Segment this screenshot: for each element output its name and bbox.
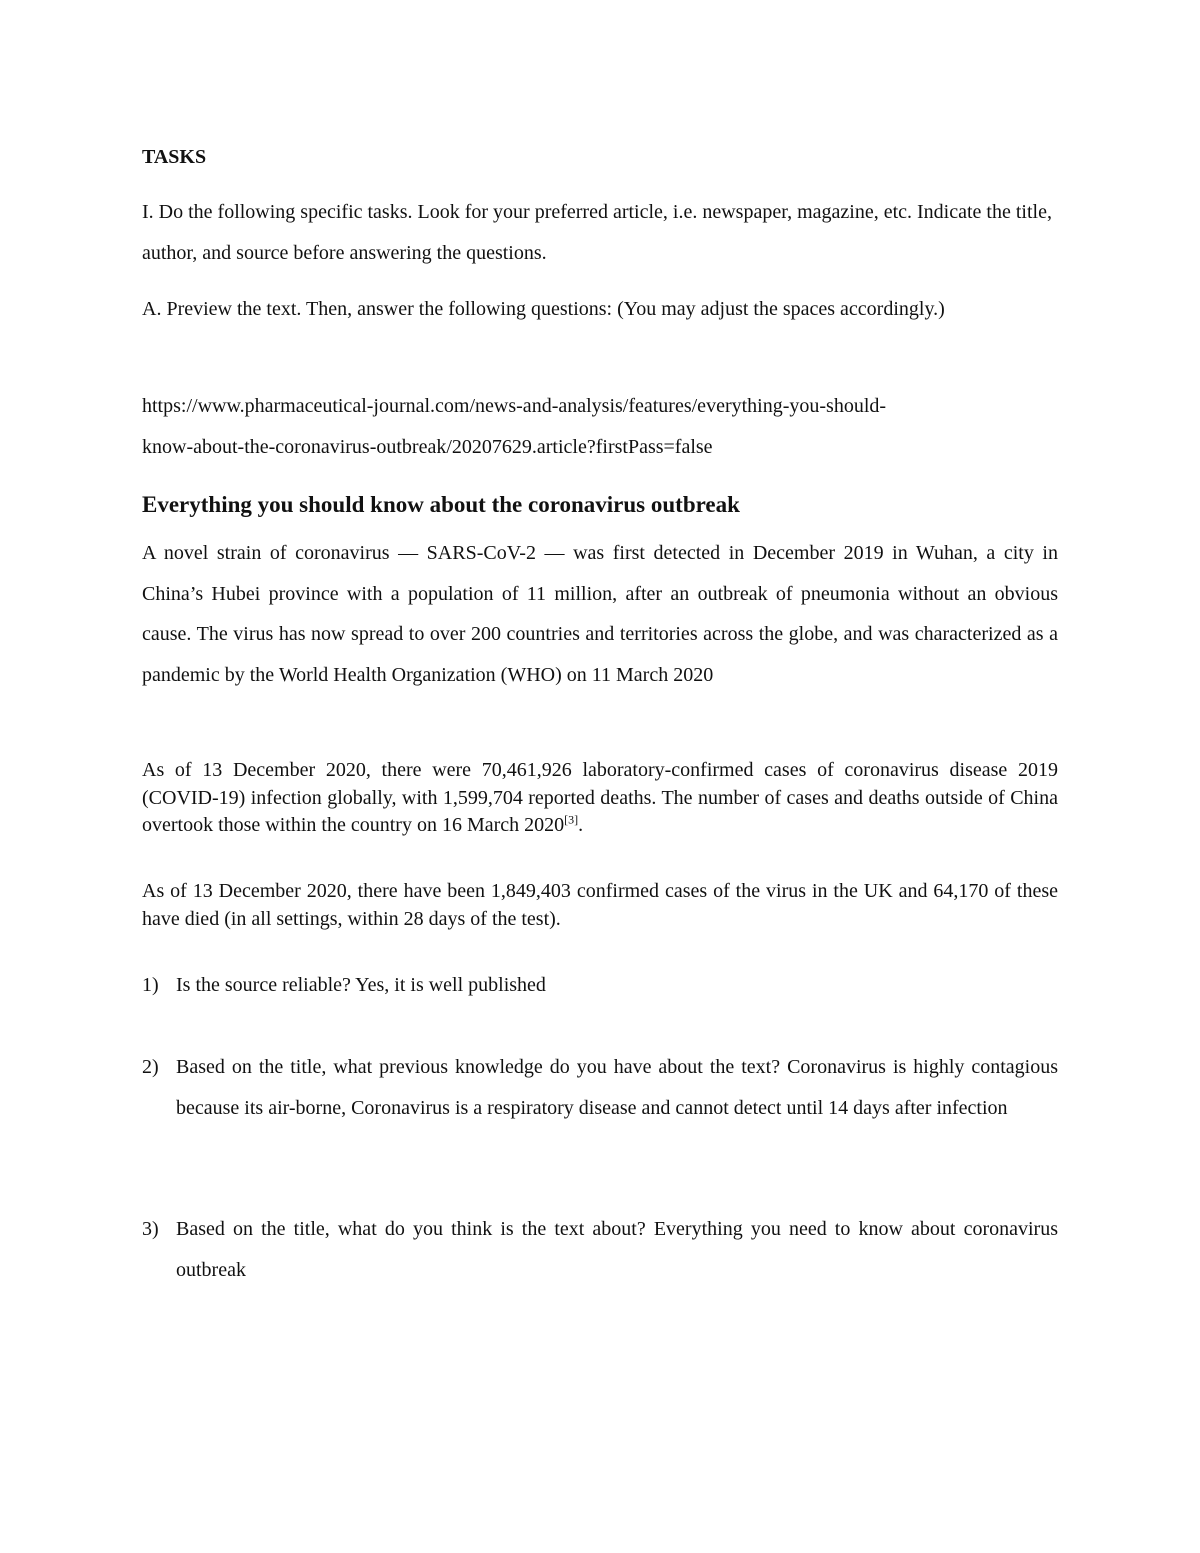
article-paragraph-3: As of 13 December 2020, there have been 1,849,403 confirmed cases of the virus in the UK and 64,170 of these have died (in all settings, within 28 days of the test). [142,880,1058,930]
question-number: 2) [142,1056,159,1078]
question-number: 3) [142,1218,159,1240]
instructions-part-a: A. Preview the text. Then, answer the following questions: (You may adjust the spaces accordingly.) [142,298,945,320]
tasks-heading: TASKS [142,146,207,168]
instructions-part1: I. Do the following specific tasks. Look for your preferred article, i.e. newspaper, magazine, etc. Indicate the title, author, and source before answering the questions. [142,201,1052,264]
citation-ref: [3] [564,812,579,827]
source-url [142,386,1058,467]
question-text: Is the source reliable? Yes, it is well published [176,974,546,996]
question-text: Based on the title, what previous knowledge do you have about the text? Coronavirus is highly contagious because its air-borne, Coronavirus is a respiratory disease and cannot detect until 14 days after infection [176,1056,1058,1119]
question-text: Based on the title, what do you think is the text about? Everything you need to know about coronavirus outbreak [176,1218,1058,1281]
article-paragraph-2-text: As of 13 December 2020, there were 70,461,926 laboratory-confirmed cases of coronavirus disease 2019 (COVID-19) infection globally, with 1,599,704 reported deaths. The number of cases and deaths outside of China overtook those within the country on 16 March 2020 [142,759,1058,836]
source-url-line2: know-about-the-coronavirus-outbreak/20207629.article?firstPass=false [142,435,713,458]
question-2 [142,1047,1058,1128]
question-3 [142,1209,1058,1290]
article-paragraph-2 [142,757,1058,840]
question-1 [142,965,1058,1006]
source-url-line1: https://www.pharmaceutical-journal.com/news-and-analysis/features/everything-you-should- [142,395,887,417]
question-number: 1) [142,974,159,996]
article-paragraph-1: A novel strain of coronavirus — SARS-CoV-2 — was first detected in December 2019 in Wuhan, a city in China’s Hubei province with a population of 11 million, after an outbreak of pneumonia without an obvious cause. The virus has now spread to over 200 countries and territories across the globe, and was characterized as a pandemic by the World Health Organization (WHO) on 11 March 2020 [142,542,1058,686]
article-title: Everything you should know about the coronavirus outbreak [142,492,740,517]
article-paragraph-2-end: . [578,814,584,836]
